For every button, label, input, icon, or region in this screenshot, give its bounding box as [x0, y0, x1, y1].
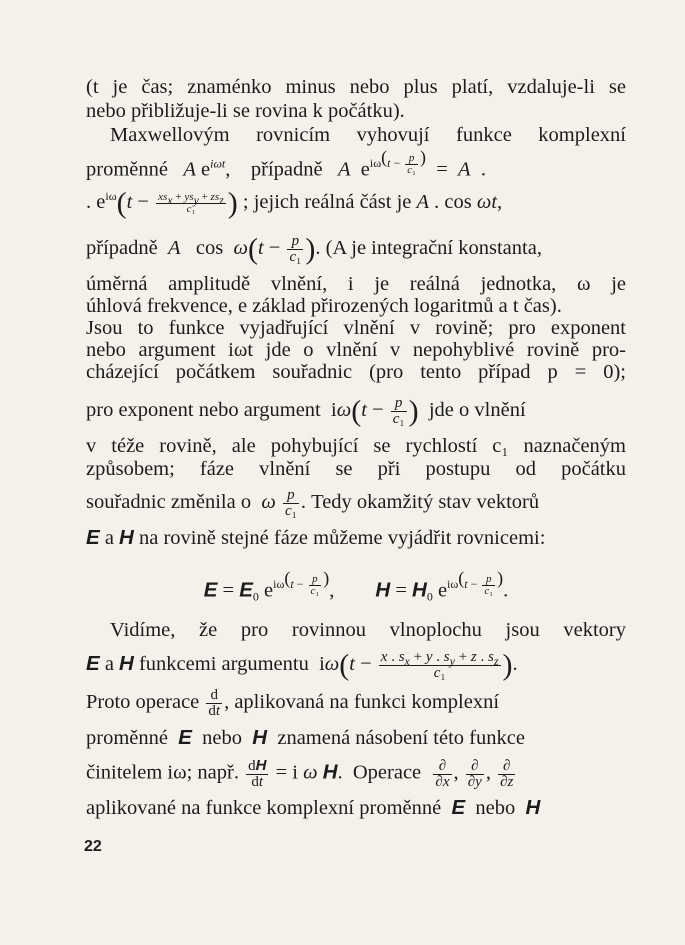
text-segment: Operace: [352, 761, 422, 784]
text-line-7: úměrná amplitudě vlnění, i je reálná jednotka, ω je: [86, 273, 626, 295]
text-segment: případně: [250, 158, 323, 181]
text-line-10: nebo argument iωt jde o vlnění v nepohyblivé rovině pro-: [86, 339, 626, 361]
text-segment: jde o vlnění: [428, 399, 526, 422]
text-segment: . (A je integrační konstanta,: [315, 237, 542, 260]
text-segment: ; jejich reálná část je: [242, 191, 412, 213]
text-line-2: nebo přibližuje-li se rovina k počátku).: [86, 100, 405, 122]
text-line-18: Vidíme, že pro rovinnou vlnoplochu jsou vektory: [110, 619, 626, 641]
text-line-8: úhlová frekvence, e základ přirozených logaritmů a t čas).: [86, 295, 562, 317]
text-line-20: Proto operace $\frac{d}{dt}$ , aplikovaná na funkci komplexní: [86, 687, 500, 719]
text-line-12: pro exponent nebo argument iω(t − $\frac{p}{\text{c₁}}$ ) jde o vlnění: [86, 394, 526, 428]
text-segment: funkcemi argumentu: [138, 653, 309, 676]
text-segment: . Tedy okamžitý stav vektorů: [300, 491, 540, 514]
text-segment: případně: [86, 237, 158, 260]
text-segment: proměnné: [86, 727, 168, 749]
text-line-4: proměnné A $e^{i\omega t}$, případně A $e^{i\omega(t - \frac{p}{\text{c₁}} )} = A$ .: [86, 147, 486, 181]
page-number: 22: [84, 838, 102, 855]
text-segment: nebo: [475, 797, 516, 819]
text-segment: souřadnic změnila o: [86, 491, 252, 514]
text-segment: pro exponent nebo argument: [86, 399, 321, 422]
text-line-6: případně A cos ω(t − $\frac{p}{\text{c₁}}$ ). (A je integrační konstanta,: [86, 232, 542, 266]
text-line-23: aplikované na funkce komplexní proměnné E nebo H: [86, 796, 541, 819]
text-segment: činitelem iω; např.: [86, 761, 239, 784]
text-segment: na rovině stejné fáze můžeme vyjádřit rovnicemi:: [138, 527, 546, 549]
text-line-5: . $e^{i\omega}(t$ − $xs_x + ys_y + zs_z$ c₁ ) ; jejich reálná část je A . cos ωt,: [86, 186, 503, 220]
text-segment: Proto operace: [86, 691, 200, 714]
text-line-16: E a H na rovině stejné fáze můžeme vyjádřit rovnicemi:: [86, 526, 546, 549]
text-line-13: v téže rovině, ale pohybující se rychlostí c₁ naznačeným: [86, 435, 626, 457]
text-line-22: činitelem iω; např. $\frac{dH}{dt}$ = i ω H. Operace ∂ ∂x , ∂ ∂y , ∂ ∂z: [86, 757, 514, 790]
equation-field-vectors: $E = E_0$ $e^{i\omega(t - \frac{p}{\text{c₁}} )}$, $H = H_0$ $e^{i\omega(t - \frac{p}{\text{c₁}} )}$.: [203, 568, 509, 604]
text-line-3: Maxwellovým rovnicím vyhovují funkce komplexní: [110, 124, 626, 146]
text-segment: znamená násobení této funkce: [277, 727, 525, 749]
text-segment: , aplikovaná na funkci komplexní: [224, 691, 500, 714]
text-segment: cos: [195, 237, 224, 260]
text-line-11: cházející počátkem souřadnic (pro tento případ p = 0);: [86, 361, 626, 383]
text-line-19: E a H funkcemi argumentu iω(t − $\frac{x . s_x + y . s_y + z . s_z}{\text{c₁}}$ ).: [86, 648, 518, 682]
text-segment: aplikované na funkce komplexní proměnné: [86, 797, 442, 819]
text-line-21: proměnné E nebo H znamená násobení této funkce: [86, 726, 525, 749]
text-line-1: (t je čas; znaménko minus nebo plus platí, vzdaluje-li se: [86, 76, 626, 98]
text-segment: . cos: [434, 191, 472, 213]
text-line-9: Jsou to funkce vyjadřující vlnění v rovině; pro exponent: [86, 317, 626, 339]
text-segment: nebo: [202, 727, 243, 749]
text-segment: proměnné: [86, 158, 168, 181]
text-line-15: souřadnic změnila o ω $\frac{p}{\text{c₁}}$ . Tedy okamžitý stav vektorů: [86, 487, 540, 519]
text-line-14: způsobem; fáze vlnění se při postupu od počátku: [86, 458, 626, 480]
